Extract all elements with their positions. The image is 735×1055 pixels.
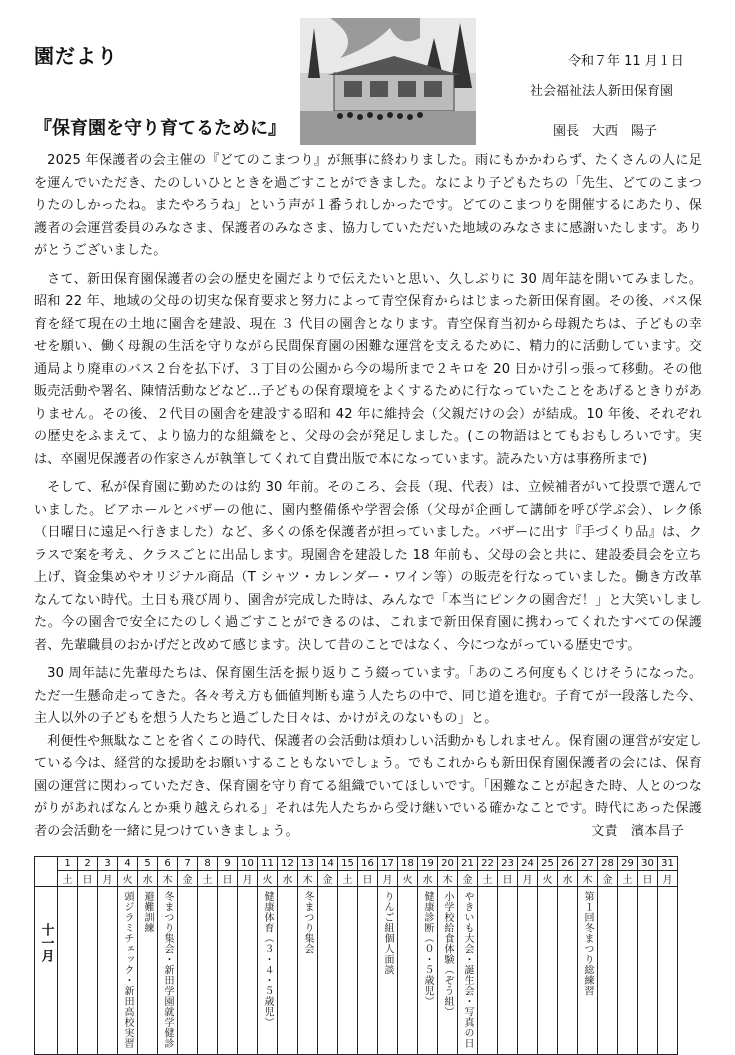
author-name: 園長 大西 陽子 [553,124,658,139]
calendar-weekday: 月 [518,871,538,887]
calendar-day-number: 13 [298,857,318,871]
calendar-weekday: 金 [598,871,618,887]
article-paragraph: さて、新田保育園保護者の会の歴史を園だよりで伝えたいと思い、久しぶりに 30 周年誌を開いてみました。昭和 22 年、地域の父母の切実な保育要求と努力によって青空保育からはじまった新田保育園。その後、バス保育を経て現在の土地に園舎を建設、現在 ３ 代目の園舎となります。青空保育当初から母親たちは、子どもの幸せを願い、働く母親の生活を守りながら民間保育園の困難な運営を支えるために、精力的に活動しています。交通局より廃車のバス２台を払下げ、３丁目の公園から今の場所まで２キロを 20 日かけ引っ張って移動。その他販売活動や署名、陳情活動などなど…子どもの保育環境をよくするために行なっていたことをあげるときりがありません。その後、２代目の園舎を建設する昭和 42 年に維持会（父親だけの会）が結成。10 年後、それぞれの歴史をふまえて、より協力的な組織をと、父母の会が発足しました。(この物語はとてもおもしろいです。実は、卒園児保護者の作家さんが執筆してくれて自費出版で本になっています。読みたい方は事務所まで) [34,271,702,467]
calendar-day-events [578,887,598,1055]
calendar-day-events [278,887,298,1055]
calendar-weekday: 水 [278,871,298,887]
calendar-day-number: 11 [258,857,278,871]
calendar-day-events [358,887,378,1055]
calendar-weekday: 木 [438,871,458,887]
calendar-day-number: 16 [358,857,378,871]
calendar-day-number: 19 [418,857,438,871]
calendar-day-events [558,887,578,1055]
calendar-day-number: 14 [318,857,338,871]
calendar-weekday: 日 [218,871,238,887]
article-subtitle: 『保育園を守り育てるために』 [34,118,286,139]
calendar-day-number: 10 [238,857,258,871]
calendar-weekday: 木 [298,871,318,887]
calendar-weekday: 土 [338,871,358,887]
calendar-day-number: 25 [538,857,558,871]
calendar-day-events [238,887,258,1055]
calendar-day-number: 28 [598,857,618,871]
calendar-day-events [438,887,458,1055]
calendar-event: 小学校給食体験（ぞう組） [442,891,453,1017]
calendar-event: 冬まつり集会・新田学園就学健診 [162,891,173,1049]
calendar-day-number: 9 [218,857,238,871]
month-label: 十一月 [38,923,54,962]
calendar-weekday: 土 [618,871,638,887]
calendar-day-number: 26 [558,857,578,871]
article-paragraph-last: 利便性や無駄なことを省くこの時代、保護者の会活動は煩わしい活動かもしれません。保育園の運営が安定している今は、経営的な援助をお願いすることもないでしょう。でもこれからも新田保育園保護者の会には、保育園の運営に関わっていただき、保育園を守り育てる組織でいてほしいです。「困難なことが起きた時、人とのつながりがあればなんとか乗り越えられる」それは先人たちから受け継いでいる確かなことです。時代にあった保護者の会活動を一緒に見つけていきましょう。 文責 濱本昌子 [34,731,702,844]
calendar-weekday: 月 [98,871,118,887]
calendar-day-events [158,887,178,1055]
calendar-weekday: 火 [118,871,138,887]
calendar-day-number: 12 [278,857,298,871]
calendar-day-events [258,887,278,1055]
calendar-day-number: 20 [438,857,458,871]
calendar-event: 冬まつり集会 [302,891,313,954]
calendar-day-events [138,887,158,1055]
calendar-weekday: 土 [58,871,78,887]
calendar-day-events [338,887,358,1055]
calendar-corner [35,857,58,887]
calendar-day-number: 21 [458,857,478,871]
calendar-day-number: 22 [478,857,498,871]
calendar-day-events [378,887,398,1055]
calendar-day-events [218,887,238,1055]
calendar-day-events [598,887,618,1055]
calendar-weekday: 金 [178,871,198,887]
calendar-weekday: 土 [198,871,218,887]
calendar-day-number: 7 [178,857,198,871]
calendar-day-events [538,887,558,1055]
calendar-day-number: 3 [98,857,118,871]
calendar-weekday: 日 [498,871,518,887]
article-paragraph: そして、私が保育園に勤めたのは約 30 年前。そのころ、会長（現、代表）は、立候補者がいて投票で選んでいました。ビアホールとバザーの他に、園内整備係や学習会係（父母が企画して講師を呼び学ぶ会）、レク係（日曜日に遠足へ行きました）など、多くの係を保護者が担っていました。バザーに出す『手づくり品』は、クラスで案を考え、クラスごとに出品します。現園舎を建設した 18 年前も、父母の会と共に、建設委員会を立ち上げ、資金集めやオリジナル商品（T シャツ・カレンダー・ワイン等）の販売を行なっていました。働き方改革なんてない時代。土日も飛び周り、園舎が完成した時は、みんなで「本当にピンクの園舎だ！」と大笑いしました。今の園舎で安全にたのしく過ごすことができるのは、これまで新田保育園に携わってくれたすべての保護者、先輩職員のおかげだと改めて感じます。決して昔のことではなく、今につながっている歴史です。 [34,480,702,653]
calendar-month-cell [35,887,58,1055]
article-paragraph: 2025 年保護者の会主催の『どてのこまつり』が無事に終わりました。雨にもかかわらず、たくさんの人に足を運んでいただき、たのしいひとときを過ごすことができました。なにより子どもたちの「先生、どてのこまつりたのしかったね。またやろうね」という声が１番うれしかったです。どてのこまつりを開催するにあたり、保護者の会運営委員のみなさま、保護者のみなさま、協力していただいた地域のみなさまに感謝いたします。ありがとうございました。 [34,153,702,258]
calendar-weekday: 水 [558,871,578,887]
calendar-day-events [398,887,418,1055]
calendar-event: 第１回冬まつり総練習 [582,891,593,996]
calendar-day-number: 15 [338,857,358,871]
calendar-weekday: 火 [398,871,418,887]
calendar-day-number: 31 [658,857,678,871]
calendar-day-number: 8 [198,857,218,871]
calendar-weekday: 月 [658,871,678,887]
calendar-day-number: 30 [638,857,658,871]
signature: 文責 濱本昌子 [591,823,684,839]
calendar-event: やきいも大会・誕生会・写真の日 [462,891,473,1049]
calendar-day-number: 5 [138,857,158,871]
calendar-weekday: 木 [158,871,178,887]
calendar-weekday: 日 [358,871,378,887]
newsletter-title: 園だより [34,44,118,68]
calendar-day-events [638,887,658,1055]
calendar-weekday: 水 [418,871,438,887]
calendar-day-events [658,887,678,1055]
calendar-event: 健康診断（０・５歳児） [422,891,433,1007]
calendar-weekday: 月 [238,871,258,887]
calendar-day-number: 29 [618,857,638,871]
calendar-day-events [518,887,538,1055]
calendar-day-number: 24 [518,857,538,871]
calendar-day-events [198,887,218,1055]
calendar-day-number: 18 [398,857,418,871]
calendar-day-events [318,887,338,1055]
nursery-building-photo [300,18,476,145]
calendar-day-number: 6 [158,857,178,871]
calendar-event: 健康体育（３・４・５歳児） [262,891,273,1028]
calendar-day-events [298,887,318,1055]
calendar-day-events [178,887,198,1055]
calendar-weekday: 金 [458,871,478,887]
calendar-day-events [78,887,98,1055]
calendar-day-number: 17 [378,857,398,871]
calendar-day-events [118,887,138,1055]
article-paragraph: 30 周年誌に先輩母たちは、保育園生活を振り返りこう綴っています。「あのころ何度もくじけそうになった。ただ一生懸命走ってきた。各々考え方も価値判断も違う人たちの中で、同じ道を進む。子育てが一段落した今、主人以外の子どもを想う人たちと過ごした日々は、かけがえのないもの」と。 [34,666,702,726]
monthly-calendar [34,856,678,1055]
calendar-event: 頭ジラミチェック・新田高校実習 [122,891,133,1049]
calendar-day-events [98,887,118,1055]
calendar-day-number: 23 [498,857,518,871]
calendar-day-number: 2 [78,857,98,871]
calendar-day-events [478,887,498,1055]
calendar-day-events [458,887,478,1055]
calendar-event: りんご組個人面談 [382,891,393,975]
calendar-day-events [618,887,638,1055]
calendar-weekday: 金 [318,871,338,887]
calendar-weekday: 火 [258,871,278,887]
calendar-day-number: 4 [118,857,138,871]
issue-date: 令和７年 11 月１日 [568,54,684,69]
calendar-weekday: 日 [78,871,98,887]
calendar-day-number: 1 [58,857,78,871]
calendar-weekday: 日 [638,871,658,887]
calendar-event: 避難訓練 [142,891,153,933]
calendar-weekday: 火 [538,871,558,887]
article-body [34,150,702,849]
calendar-day-number: 27 [578,857,598,871]
calendar-day-events [58,887,78,1055]
calendar-weekday: 土 [478,871,498,887]
calendar-weekday: 月 [378,871,398,887]
organization-name: 社会福祉法人新田保育園 [530,84,674,99]
calendar-day-events [498,887,518,1055]
calendar-weekday: 木 [578,871,598,887]
calendar-day-events [418,887,438,1055]
calendar-weekday: 水 [138,871,158,887]
